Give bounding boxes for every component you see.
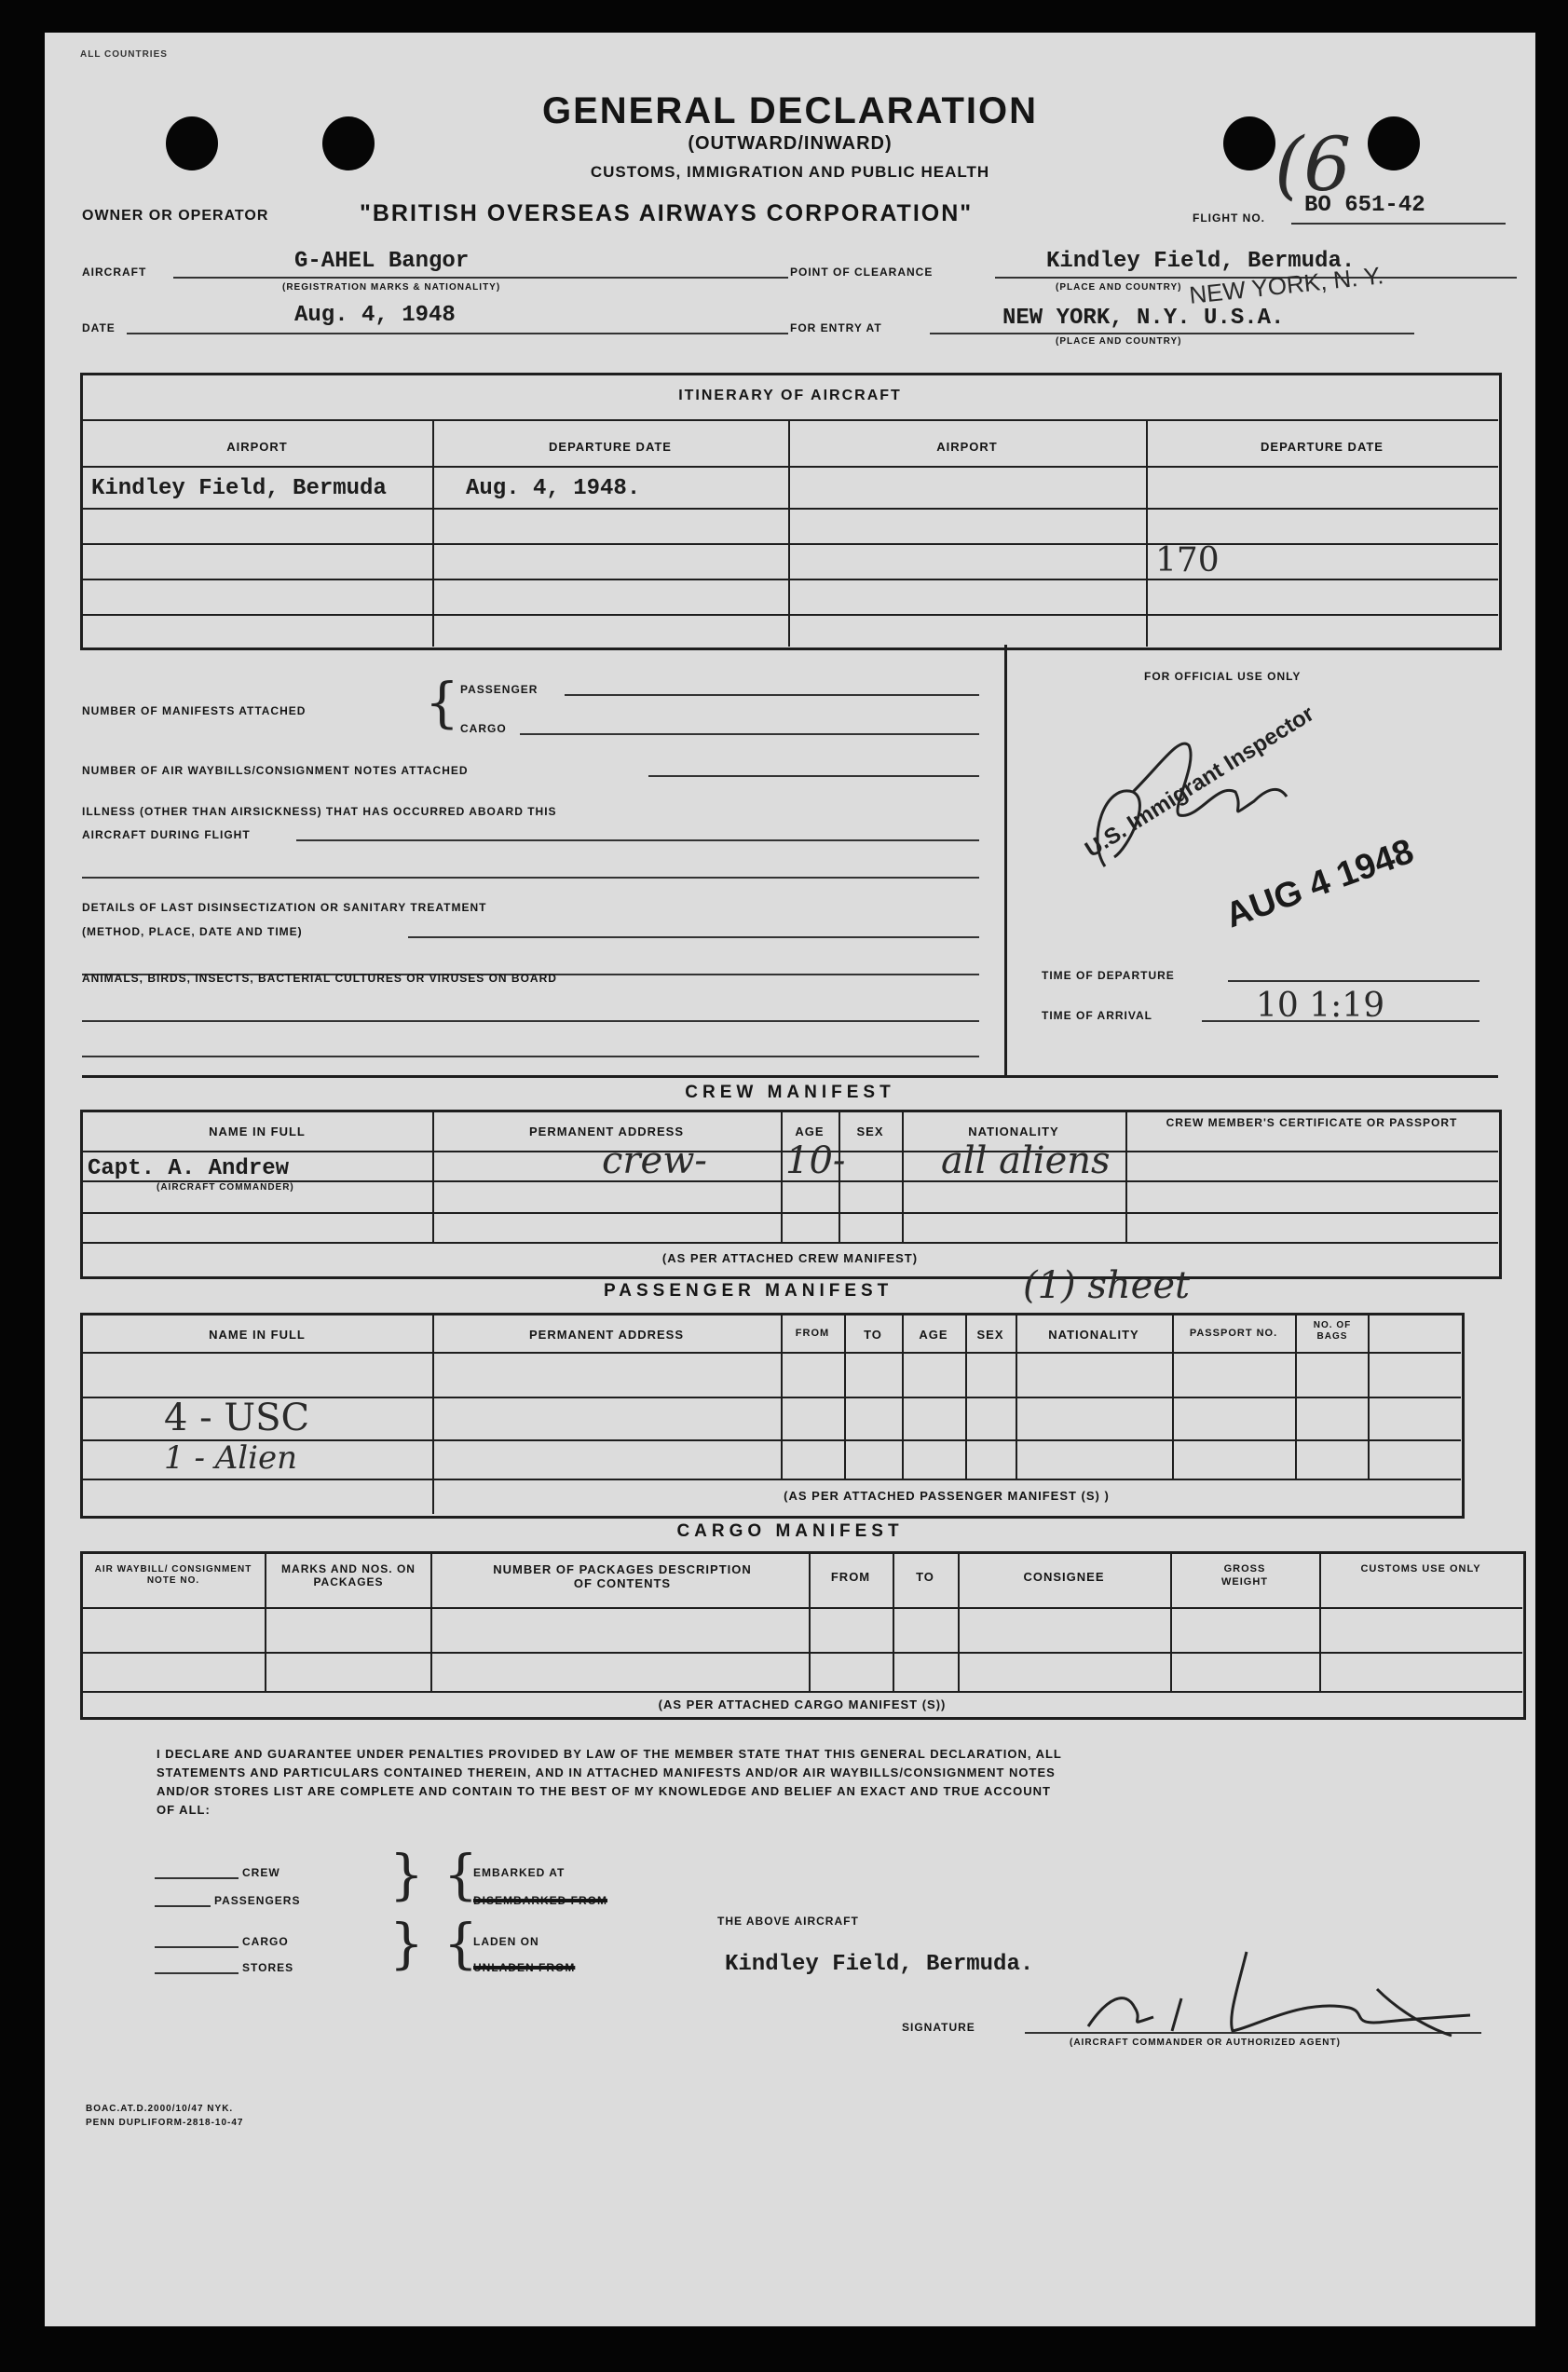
declaration-crew: CREW <box>242 1866 280 1879</box>
passenger-hand-row-1: 4 - USC <box>164 1397 310 1439</box>
cargo-header-from: FROM <box>830 1570 871 1584</box>
cargo-header-customs: CUSTOMS USE ONLY <box>1360 1563 1481 1575</box>
itinerary-header-date-1: DEPARTURE DATE <box>549 440 672 454</box>
passenger-header-age: AGE <box>919 1328 948 1342</box>
signature-caption: (AIRCRAFT COMMANDER OR AUTHORIZED AGENT) <box>1070 2038 1341 2048</box>
entry-stamp: NEW YORK, N. Y. <box>1187 261 1385 309</box>
signature-label: SIGNATURE <box>902 2021 975 2034</box>
cargo-header-consignee: CONSIGNEE <box>1023 1570 1105 1584</box>
aircraft-value: G-AHEL Bangor <box>294 249 470 274</box>
manifests-cargo: CARGO <box>460 722 507 735</box>
crew-age-hand: 10- <box>785 1139 846 1182</box>
manifests-illness-1: ILLNESS (OTHER THAN AIRSICKNESS) THAT HAS OCCURRED ABOARD THIS <box>82 805 557 818</box>
corner-text: ALL COUNTRIES <box>80 49 168 60</box>
cargo-footer: (AS PER ATTACHED CARGO MANIFEST (S)) <box>658 1697 947 1711</box>
passenger-header-from: FROM <box>795 1328 830 1339</box>
crew-header-sex: SEX <box>856 1125 884 1138</box>
footer-line-1: BOAC.AT.D.2000/10/47 NYK. <box>86 2104 234 2114</box>
declaration-disembarked: DISEMBARKED FROM <box>473 1894 607 1907</box>
declaration-above: THE ABOVE AIRCRAFT <box>717 1915 859 1928</box>
passenger-footer: (AS PER ATTACHED PASSENGER MANIFEST (S) ) <box>784 1489 1110 1503</box>
declaration-unladen: UNLADEN FROM <box>473 1961 576 1974</box>
date-label: DATE <box>82 321 116 334</box>
itinerary-table <box>80 373 1502 650</box>
manifests-disinsect-1: DETAILS OF LAST DISINSECTIZATION OR SANITARY TREATMENT <box>82 901 487 914</box>
passenger-title: PASSENGER MANIFEST <box>604 1281 893 1301</box>
inspector-stamp-date: AUG 4 1948 <box>1220 831 1419 936</box>
manifests-animals: ANIMALS, BIRDS, INSECTS, BACTERIAL CULTURES OR VIRUSES ON BOARD <box>82 972 557 985</box>
cargo-header-marks: MARKS AND NOS. ON PACKAGES <box>281 1562 416 1588</box>
declaration-laden: LADEN ON <box>473 1935 539 1948</box>
manifests-waybills: NUMBER OF AIR WAYBILLS/CONSIGNMENT NOTES ATTACHED <box>82 764 469 777</box>
aircraft-label: AIRCRAFT <box>82 266 147 279</box>
declaration-place: Kindley Field, Bermuda. <box>725 1952 1034 1977</box>
itinerary-header-date-2: DEPARTURE DATE <box>1261 440 1384 454</box>
crew-header-address: PERMANENT ADDRESS <box>528 1125 685 1138</box>
manifests-illness-2: AIRCRAFT DURING FLIGHT <box>82 828 251 841</box>
official-label: FOR OFFICIAL USE ONLY <box>1144 670 1302 683</box>
passenger-header-nationality: NATIONALITY <box>1048 1328 1139 1342</box>
declaration-embarked: EMBARKED AT <box>473 1866 566 1879</box>
cargo-header-packages: NUMBER OF PACKAGES DESCRIPTION OF CONTENTS <box>493 1562 752 1590</box>
crew-header-name: NAME IN FULL <box>209 1125 306 1138</box>
crew-header-age: AGE <box>795 1125 825 1138</box>
entry-label: FOR ENTRY AT <box>790 321 882 334</box>
owner-label: OWNER OR OPERATOR <box>82 208 269 224</box>
declaration-stores: STORES <box>242 1961 294 1974</box>
owner-value: "BRITISH OVERSEAS AIRWAYS CORPORATION" <box>360 200 974 226</box>
crew-header-certificate: CREW MEMBER'S CERTIFICATE OR PASSPORT <box>1166 1116 1458 1129</box>
form-subtitle: (OUTWARD/INWARD) <box>688 133 893 154</box>
declaration-sheet: ALL COUNTRIES GENERAL DECLARATION (OUTWARD/INWARD) CUSTOMS, IMMIGRATION AND PUBLIC HEALTH OWNER OR OPERATOR "BRITISH OVERSEAS AIRWAYS CORPORATION" FLIGHT NO. BO 651-42 (6 AIRCRAFT G-AHEL Bangor (REGISTRATION MARKS & NATIONALITY) POINT OF CLEARANCE Kindley Field, Bermuda. (PLACE AND COUNTRY) DATE Aug. 4, 1948 FOR ENTRY AT NEW YORK, N.Y. U.S.A. NEW YORK, N. Y. (PLACE AND COUNTRY) ITINERARY OF AIRCRAFT AIRPORT DEPARTURE DATE AIRPORT DEPARTURE DATE Kindley Field, Bermuda Aug. 4, 1948. 170 NUMBER OF MANIFESTS ATTACHED { PASSENGER CARGO NUMBER OF AIR WAYBILLS/CONSIGNMENT NOTES ATTACHED ILLNESS (OTHER THAN AIRSICKNESS) THAT HAS OCCURRED ABOARD THIS AIRCRAFT DURING FLIGHT DETAILS OF LAST DISINSECTIZATION OR SANITARY TREATMENT (METHOD, PLACE, DATE AND TIME) ANIMALS, BIRDS, INSECTS, BACTERIAL CULTURES OR VIRUSES ON BOARD FOR OFFICIAL USE ONLY U.S. Immigrant Inspector AUG 4 1948 TIME OF DEPARTURE TIME OF ARRIVAL 10 1:19 CREW MANIFEST NAME IN FULL PERMANENT ADDRESS AGE SEX NATIONALITY CREW MEMBER'S CERTIFICATE OR PASSPORT Capt. A. Andrew (AIRCRAFT COMMANDER) crew- 10- all aliens (AS PER ATTACHED CREW MANIFEST) PASSENGER MANIFEST (1) sheet NAME IN FULL PERMANENT ADDRESS FROM TO AGE SEX NATIONALITY PASSPORT NO. NO. OF BAGS 4 - USC 1 - Alien (AS PER ATTACHED PASSENGER MANIFEST (S) ) CARGO MANIFEST AIR WAYBILL/ CONSIGNMENT NOTE NO. MARKS AND NOS. ON PACKAGES NUMBER OF PACKAGES DESCRIPTION OF CONTENTS FROM TO CONSIGNEE GROSS WEIGHT CUSTOMS USE ONLY (AS PER ATTACHED CARGO MANIFEST (S)) I DECLARE AND GUARANTEE UNDER PENALTIES PROVIDED BY LAW OF THE MEMBER STATE THAT THIS GENERAL DECLARATION, ALL STATEMENTS AND PARTICULARS CONTAINED THEREIN, AND IN ATTACHED MANIFESTS AND/OR AIR WAYBILLS/CONSIGNMENT NOTES AND/OR STORES LIST ARE COMPLETE AND CONTAIN TO THE BEST OF MY KNOWLEDGE AND BELIEF AN EXACT AND TRUE ACCOUNT OF ALL: CREW PASSENGERS } { EMBARKED AT DISEMBARKED FROM THE ABOVE AIRCRAFT CARGO STORES } { LADEN ON UNLADEN FROM Kindley Field, Bermuda. SIGNATURE (AIRCRAFT COMMANDER OR AUTHORIZED AGENT) BOAC.AT.D.2000/10/47 NYK. PENN DUPLIFORM-2818-10-47 <box>45 33 1535 2326</box>
passenger-header-address: PERMANENT ADDRESS <box>528 1328 685 1342</box>
declaration-line-2: STATEMENTS AND PARTICULARS CONTAINED THEREIN, AND IN ATTACHED MANIFESTS AND/OR AIR WAYBILLS/CONSIGNMENT NOTES <box>157 1765 1056 1779</box>
manifests-passenger: PASSENGER <box>460 683 539 696</box>
arrival-time-value: 10 1:19 <box>1256 987 1385 1025</box>
passenger-hand-note: (1) sheet <box>1023 1264 1191 1307</box>
cargo-title: CARGO MANIFEST <box>676 1521 904 1541</box>
passenger-header-name: NAME IN FULL <box>209 1328 306 1342</box>
form-subtitle-2: CUSTOMS, IMMIGRATION AND PUBLIC HEALTH <box>590 163 990 181</box>
cargo-header-gross-weight: GROSS WEIGHT <box>1221 1563 1268 1588</box>
passenger-hand-row-2: 1 - Alien <box>164 1439 298 1477</box>
cargo-header-waybill: AIR WAYBILL/ CONSIGNMENT NOTE NO. <box>94 1564 252 1586</box>
declaration-line-1: I DECLARE AND GUARANTEE UNDER PENALTIES PROVIDED BY LAW OF THE MEMBER STATE THAT THIS GENERAL DECLARATION, ALL <box>157 1747 1062 1761</box>
footer-line-2: PENN DUPLIFORM-2818-10-47 <box>86 2118 244 2128</box>
date-value: Aug. 4, 1948 <box>294 303 456 328</box>
entry-caption: (PLACE AND COUNTRY) <box>1056 336 1182 347</box>
clearance-label: POINT OF CLEARANCE <box>790 266 934 279</box>
departure-time-label: TIME OF DEPARTURE <box>1042 969 1175 982</box>
passenger-header-sex: SEX <box>976 1328 1004 1342</box>
flight-label: FLIGHT NO. <box>1193 211 1265 225</box>
flight-hand-mark: (6 <box>1275 121 1352 208</box>
declaration-line-4: OF ALL: <box>157 1803 211 1817</box>
clearance-value: Kindley Field, Bermuda. <box>1046 249 1356 274</box>
crew-address-hand: crew- <box>602 1139 707 1182</box>
manifests-label: NUMBER OF MANIFESTS ATTACHED <box>82 704 307 717</box>
declaration-passengers: PASSENGERS <box>214 1894 301 1907</box>
passenger-header-to: TO <box>864 1328 882 1342</box>
inspector-stamp-line: U.S. Immigrant Inspector <box>1081 701 1319 863</box>
entry-value: NEW YORK, N.Y. U.S.A. <box>1002 306 1285 331</box>
itinerary-title: ITINERARY OF AIRCRAFT <box>678 388 902 403</box>
itinerary-row1-date: Aug. 4, 1948. <box>466 476 641 501</box>
aircraft-caption: (REGISTRATION MARKS & NATIONALITY) <box>282 282 501 293</box>
crew-commander-name: Capt. A. Andrew <box>88 1156 290 1181</box>
arrival-time-label: TIME OF ARRIVAL <box>1042 1009 1152 1022</box>
crew-header-nationality: NATIONALITY <box>968 1125 1059 1138</box>
manifests-disinsect-2: (METHOD, PLACE, DATE AND TIME) <box>82 925 303 938</box>
declaration-line-3: AND/OR STORES LIST ARE COMPLETE AND CONTAIN TO THE BEST OF MY KNOWLEDGE AND BELIEF AN EXACT AND TRUE ACCOUNT <box>157 1784 1051 1798</box>
crew-title: CREW MANIFEST <box>685 1083 895 1102</box>
itinerary-header-airport-1: AIRPORT <box>226 440 288 454</box>
passenger-header-passport: PASSPORT NO. <box>1189 1328 1278 1339</box>
cargo-header-to: TO <box>916 1570 934 1584</box>
declaration-cargo: CARGO <box>242 1935 289 1948</box>
flight-value: BO 651-42 <box>1304 193 1425 218</box>
commander-signature <box>1070 1933 1498 2045</box>
itinerary-row1-airport: Kindley Field, Bermuda <box>91 476 387 501</box>
clearance-caption: (PLACE AND COUNTRY) <box>1056 282 1182 293</box>
crew-nationality-hand: all aliens <box>941 1139 1111 1182</box>
itinerary-header-airport-2: AIRPORT <box>936 440 998 454</box>
passenger-header-bags: NO. OF BAGS <box>1313 1320 1352 1342</box>
itinerary-hand-number: 170 <box>1155 541 1220 579</box>
form-title: GENERAL DECLARATION <box>541 90 1039 131</box>
crew-commander-caption: (AIRCRAFT COMMANDER) <box>157 1182 294 1193</box>
crew-footer: (AS PER ATTACHED CREW MANIFEST) <box>661 1251 919 1265</box>
